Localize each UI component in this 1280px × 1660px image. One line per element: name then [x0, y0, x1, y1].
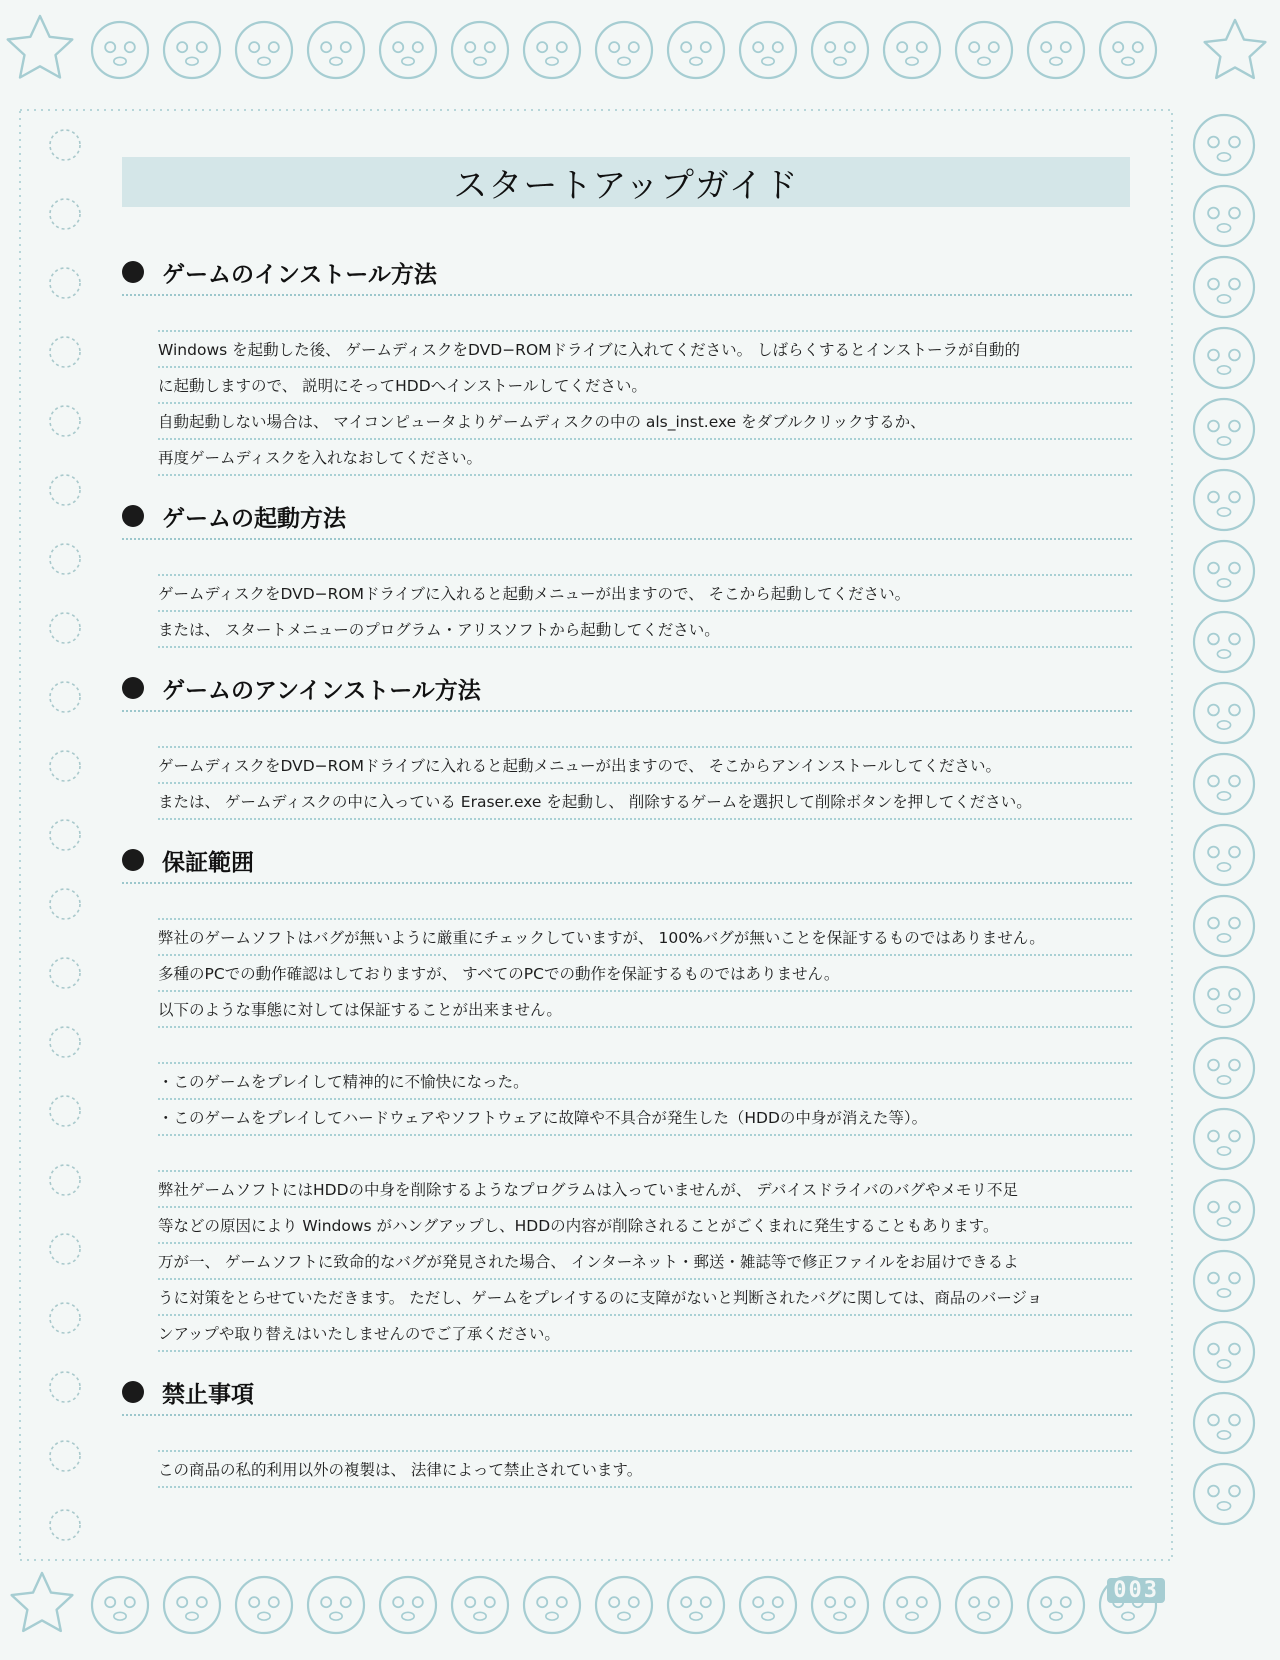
text-line [158, 1416, 1132, 1452]
mouth-decoration [618, 1612, 630, 1620]
eye-decoration [1229, 208, 1240, 219]
eye-decoration [321, 1597, 331, 1607]
mouth-decoration [1217, 1502, 1230, 1510]
eye-decoration [753, 42, 763, 52]
eye-decoration [897, 1597, 907, 1607]
text-line [158, 1136, 1132, 1172]
binder-hole [50, 130, 80, 160]
text-line: 弊社のゲームソフトはバグが無いように厳重にチェックしていますが、 100%バグが無いことを保証するものではありません。 [158, 920, 1132, 956]
mouth-decoration [762, 57, 774, 65]
eye-decoration [1041, 1597, 1051, 1607]
eye-decoration [1208, 1486, 1219, 1497]
bullet-icon [122, 849, 144, 871]
eye-decoration [1208, 350, 1219, 361]
eye-decoration [1229, 776, 1240, 787]
binder-hole [50, 406, 80, 436]
eye-decoration [1113, 42, 1123, 52]
section-title: 禁止事項 [162, 1381, 254, 1408]
eye-decoration [105, 42, 115, 52]
binder-hole [50, 1510, 80, 1540]
face-decoration [1194, 1109, 1254, 1169]
section-heading [122, 1370, 1132, 1416]
eye-decoration [1061, 1597, 1071, 1607]
mouth-decoration [1217, 721, 1230, 729]
mouth-decoration [114, 57, 126, 65]
eye-decoration [753, 1597, 763, 1607]
eye-decoration [1041, 42, 1051, 52]
eye-decoration [1229, 137, 1240, 148]
mouth-decoration [1122, 1612, 1134, 1620]
binder-hole [50, 613, 80, 643]
eye-decoration [249, 42, 259, 52]
mouth-decoration [1217, 934, 1230, 942]
mouth-decoration [186, 57, 198, 65]
face-decoration [92, 1577, 148, 1633]
mouth-decoration [1217, 1005, 1230, 1013]
title-bar [122, 157, 1130, 207]
mouth-decoration [1217, 1147, 1230, 1155]
eye-decoration [537, 42, 547, 52]
eye-decoration [341, 1597, 351, 1607]
mouth-decoration [834, 1612, 846, 1620]
face-decoration [1194, 541, 1254, 601]
mouth-decoration [1217, 437, 1230, 445]
face-decoration [164, 1577, 220, 1633]
mouth-decoration [474, 57, 486, 65]
eye-decoration [1229, 918, 1240, 929]
eye-decoration [393, 1597, 403, 1607]
mouth-decoration [1217, 579, 1230, 587]
face-decoration [1194, 470, 1254, 530]
eye-decoration [557, 42, 567, 52]
eye-decoration [989, 42, 999, 52]
binder-hole [50, 1234, 80, 1264]
binder-hole [50, 889, 80, 919]
face-decoration [452, 22, 508, 78]
face-decoration [1194, 1251, 1254, 1311]
face-decoration [1194, 683, 1254, 743]
face-decoration [956, 1577, 1012, 1633]
mouth-decoration [1122, 57, 1134, 65]
binder-hole [50, 475, 80, 505]
binder-hole [50, 1303, 80, 1333]
mouth-decoration [1217, 863, 1230, 871]
eye-decoration [629, 1597, 639, 1607]
mouth-decoration [330, 57, 342, 65]
eye-decoration [681, 1597, 691, 1607]
section-heading [122, 494, 1132, 540]
content [122, 250, 1132, 1488]
mouth-decoration [1217, 295, 1230, 303]
mouth-decoration [546, 1612, 558, 1620]
eye-decoration [249, 1597, 259, 1607]
eye-decoration [1208, 421, 1219, 432]
eye-decoration [1133, 42, 1143, 52]
eye-decoration [465, 1597, 475, 1607]
mouth-decoration [834, 57, 846, 65]
section-launch [122, 494, 1132, 648]
eye-decoration [105, 1597, 115, 1607]
text-line: ・このゲームをプレイしてハードウェアやソフトウェアに故障や不具合が発生した（HDDの中身が消えた等）。 [158, 1100, 1132, 1136]
eye-decoration [177, 1597, 187, 1607]
eye-decoration [1061, 42, 1071, 52]
eye-decoration [609, 1597, 619, 1607]
eye-decoration [1208, 776, 1219, 787]
text-line: 等などの原因により Windows がハングアップし、HDDの内容が削除されることがごくまれに発生することもあります。 [158, 1208, 1132, 1244]
face-decoration [380, 22, 436, 78]
eye-decoration [1229, 634, 1240, 645]
face-decoration [1194, 328, 1254, 388]
eye-decoration [1208, 918, 1219, 929]
binder-hole [50, 1372, 80, 1402]
eye-decoration [269, 1597, 279, 1607]
mouth-decoration [402, 57, 414, 65]
eye-decoration [1229, 350, 1240, 361]
face-decoration [956, 22, 1012, 78]
mouth-decoration [330, 1612, 342, 1620]
star-decoration [1205, 20, 1266, 78]
face-decoration [1194, 1322, 1254, 1382]
mouth-decoration [978, 57, 990, 65]
binder-hole [50, 682, 80, 712]
eye-decoration [969, 42, 979, 52]
face-decoration [812, 22, 868, 78]
binder-hole [50, 1441, 80, 1471]
text-line: この商品の私的利用以外の複製は、 法律によって禁止されています。 [158, 1452, 1132, 1488]
bullet-icon [122, 1381, 144, 1403]
eye-decoration [485, 1597, 495, 1607]
binder-hole [50, 751, 80, 781]
mouth-decoration [1217, 153, 1230, 161]
eye-decoration [177, 42, 187, 52]
eye-decoration [1208, 847, 1219, 858]
eye-decoration [537, 1597, 547, 1607]
mouth-decoration [186, 1612, 198, 1620]
eye-decoration [125, 1597, 135, 1607]
text-line: 再度ゲームディスクを入れなおしてください。 [158, 440, 1132, 476]
binder-hole [50, 199, 80, 229]
eye-decoration [1229, 279, 1240, 290]
face-decoration [452, 1577, 508, 1633]
eye-decoration [1229, 1415, 1240, 1426]
text-line: うに対策をとらせていただきます。 ただし、ゲームをプレイするのに支障がないと判断されたバグに関しては、商品のバージョ [158, 1280, 1132, 1316]
face-decoration [308, 22, 364, 78]
section-title: ゲームのアンインストール方法 [162, 677, 481, 704]
mouth-decoration [1217, 366, 1230, 374]
section-heading [122, 838, 1132, 884]
face-decoration [236, 1577, 292, 1633]
eye-decoration [1208, 705, 1219, 716]
section-heading [122, 250, 1132, 296]
eye-decoration [609, 42, 619, 52]
star-decoration [12, 1573, 73, 1631]
eye-decoration [825, 1597, 835, 1607]
eye-decoration [1229, 492, 1240, 503]
text-line: ゲームディスクをDVD−ROMドライブに入れると起動メニューが出ますので、 そこから起動してください。 [158, 576, 1132, 612]
text-line: または、 ゲームディスクの中に入っている Eraser.exe を起動し、 削除するゲームを選択して削除ボタンを押してください。 [158, 784, 1132, 820]
section-warranty [122, 838, 1132, 1352]
mouth-decoration [906, 1612, 918, 1620]
section-heading [122, 666, 1132, 712]
binder-hole [50, 268, 80, 298]
eye-decoration [1208, 279, 1219, 290]
mouth-decoration [474, 1612, 486, 1620]
face-decoration [308, 1577, 364, 1633]
text-line: 自動起動しない場合は、 マイコンピュータよりゲームディスクの中の als_inst.exe をダブルクリックするか、 [158, 404, 1132, 440]
eye-decoration [1229, 1344, 1240, 1355]
mouth-decoration [258, 1612, 270, 1620]
eye-decoration [1208, 1344, 1219, 1355]
eye-decoration [1208, 1202, 1219, 1213]
face-decoration [1194, 1180, 1254, 1240]
section-title: ゲームの起動方法 [162, 505, 346, 532]
text-line: 多種のPCでの動作確認はしておりますが、 すべてのPCでの動作を保証するものではありません。 [158, 956, 1132, 992]
page-number: 003 [1107, 1578, 1165, 1603]
eye-decoration [197, 42, 207, 52]
eye-decoration [413, 42, 423, 52]
face-decoration [1194, 1464, 1254, 1524]
eye-decoration [1229, 1202, 1240, 1213]
mouth-decoration [1217, 1076, 1230, 1084]
eye-decoration [393, 42, 403, 52]
face-decoration [740, 22, 796, 78]
face-decoration [524, 1577, 580, 1633]
text-line: 万が一、 ゲームソフトに致命的なバグが発見された場合、 インターネット・郵送・雑誌等で修正ファイルをお届けできるよ [158, 1244, 1132, 1280]
mouth-decoration [762, 1612, 774, 1620]
eye-decoration [969, 1597, 979, 1607]
mouth-decoration [690, 57, 702, 65]
face-decoration [1028, 22, 1084, 78]
face-decoration [884, 22, 940, 78]
eye-decoration [701, 1597, 711, 1607]
section-uninstall [122, 666, 1132, 820]
section-title: ゲームのインストール方法 [162, 261, 437, 288]
mouth-decoration [1217, 224, 1230, 232]
section-prohibited [122, 1370, 1132, 1488]
eye-decoration [1229, 705, 1240, 716]
face-decoration [1194, 754, 1254, 814]
mouth-decoration [1050, 1612, 1062, 1620]
mouth-decoration [1217, 1431, 1230, 1439]
eye-decoration [341, 42, 351, 52]
face-decoration [1194, 967, 1254, 1027]
text-line [158, 296, 1132, 332]
eye-decoration [1208, 563, 1219, 574]
face-decoration [596, 22, 652, 78]
eye-decoration [1229, 1060, 1240, 1071]
mouth-decoration [546, 57, 558, 65]
binder-hole [50, 1165, 80, 1195]
mouth-decoration [1050, 57, 1062, 65]
mouth-decoration [114, 1612, 126, 1620]
blank-line [158, 540, 1132, 576]
eye-decoration [989, 1597, 999, 1607]
eye-decoration [1208, 989, 1219, 1000]
bullet-icon [122, 505, 144, 527]
eye-decoration [845, 42, 855, 52]
mouth-decoration [618, 57, 630, 65]
face-decoration [596, 1577, 652, 1633]
section-install [122, 250, 1132, 476]
face-decoration [1100, 22, 1156, 78]
mouth-decoration [1217, 650, 1230, 658]
eye-decoration [269, 42, 279, 52]
mouth-decoration [906, 57, 918, 65]
text-line: 以下のような事態に対しては保証することが出来ません。 [158, 992, 1132, 1028]
face-decoration [380, 1577, 436, 1633]
mouth-decoration [978, 1612, 990, 1620]
eye-decoration [465, 42, 475, 52]
mouth-decoration [1217, 508, 1230, 516]
face-decoration [668, 22, 724, 78]
eye-decoration [413, 1597, 423, 1607]
binder-hole [50, 1027, 80, 1057]
eye-decoration [825, 42, 835, 52]
face-decoration [1194, 115, 1254, 175]
section-title: 保証範囲 [162, 849, 254, 876]
text-line: に起動しますので、 説明にそってHDDへインストールしてください。 [158, 368, 1132, 404]
face-decoration [1194, 1393, 1254, 1453]
eye-decoration [197, 1597, 207, 1607]
mouth-decoration [1217, 792, 1230, 800]
blank-line [158, 712, 1132, 748]
binder-hole [50, 958, 80, 988]
eye-decoration [701, 42, 711, 52]
eye-decoration [1208, 1415, 1219, 1426]
face-decoration [1194, 1038, 1254, 1098]
text-line: Windows を起動した後、 ゲームディスクをDVD−ROMドライブに入れてください。 しばらくするとインストーラが自動的 [158, 332, 1132, 368]
eye-decoration [681, 42, 691, 52]
face-decoration [812, 1577, 868, 1633]
face-decoration [1194, 612, 1254, 672]
eye-decoration [1229, 847, 1240, 858]
mouth-decoration [1217, 1218, 1230, 1226]
mouth-decoration [690, 1612, 702, 1620]
text-line: または、 スタートメニューのプログラム・アリスソフトから起動してください。 [158, 612, 1132, 648]
eye-decoration [321, 42, 331, 52]
eye-decoration [1229, 989, 1240, 1000]
mouth-decoration [258, 57, 270, 65]
eye-decoration [1229, 1131, 1240, 1142]
eye-decoration [557, 1597, 567, 1607]
bullet-icon [122, 677, 144, 699]
eye-decoration [125, 42, 135, 52]
eye-decoration [1229, 421, 1240, 432]
face-decoration [92, 22, 148, 78]
face-decoration [1194, 257, 1254, 317]
binder-hole [50, 337, 80, 367]
eye-decoration [1229, 563, 1240, 574]
binder-hole [50, 820, 80, 850]
eye-decoration [1229, 1273, 1240, 1284]
eye-decoration [773, 42, 783, 52]
eye-decoration [773, 1597, 783, 1607]
eye-decoration [1229, 1486, 1240, 1497]
face-decoration [1194, 186, 1254, 246]
face-decoration [236, 22, 292, 78]
face-decoration [524, 22, 580, 78]
mouth-decoration [402, 1612, 414, 1620]
star-decoration [8, 16, 73, 78]
mouth-decoration [1217, 1360, 1230, 1368]
face-decoration [884, 1577, 940, 1633]
eye-decoration [1208, 208, 1219, 219]
text-line: ゲームディスクをDVD−ROMドライブに入れると起動メニューが出ますので、 そこからアンインストールしてください。 [158, 748, 1132, 784]
text-line: 弊社ゲームソフトにはHDDの中身を削除するようなプログラムは入っていませんが、 デバイスドライバのバグやメモリ不足 [158, 1172, 1132, 1208]
face-decoration [1194, 896, 1254, 956]
eye-decoration [485, 42, 495, 52]
eye-decoration [897, 42, 907, 52]
face-decoration [1194, 399, 1254, 459]
binder-hole [50, 1096, 80, 1126]
bullet-icon [122, 261, 144, 283]
text-line: ンアップや取り替えはいたしませんのでご了承ください。 [158, 1316, 1132, 1352]
binder-hole [50, 544, 80, 574]
eye-decoration [629, 42, 639, 52]
face-decoration [164, 22, 220, 78]
mouth-decoration [1217, 1289, 1230, 1297]
eye-decoration [1208, 1131, 1219, 1142]
face-decoration [668, 1577, 724, 1633]
eye-decoration [1208, 492, 1219, 503]
eye-decoration [1208, 137, 1219, 148]
eye-decoration [917, 42, 927, 52]
face-decoration [740, 1577, 796, 1633]
eye-decoration [917, 1597, 927, 1607]
eye-decoration [1208, 634, 1219, 645]
eye-decoration [845, 1597, 855, 1607]
face-decoration [1028, 1577, 1084, 1633]
text-line: ・このゲームをプレイして精神的に不愉快になった。 [158, 1064, 1132, 1100]
face-decoration [1194, 825, 1254, 885]
eye-decoration [1208, 1060, 1219, 1071]
text-line [158, 1028, 1132, 1064]
page-title: スタートアップガイド [453, 165, 799, 206]
text-line [158, 884, 1132, 920]
eye-decoration [1208, 1273, 1219, 1284]
